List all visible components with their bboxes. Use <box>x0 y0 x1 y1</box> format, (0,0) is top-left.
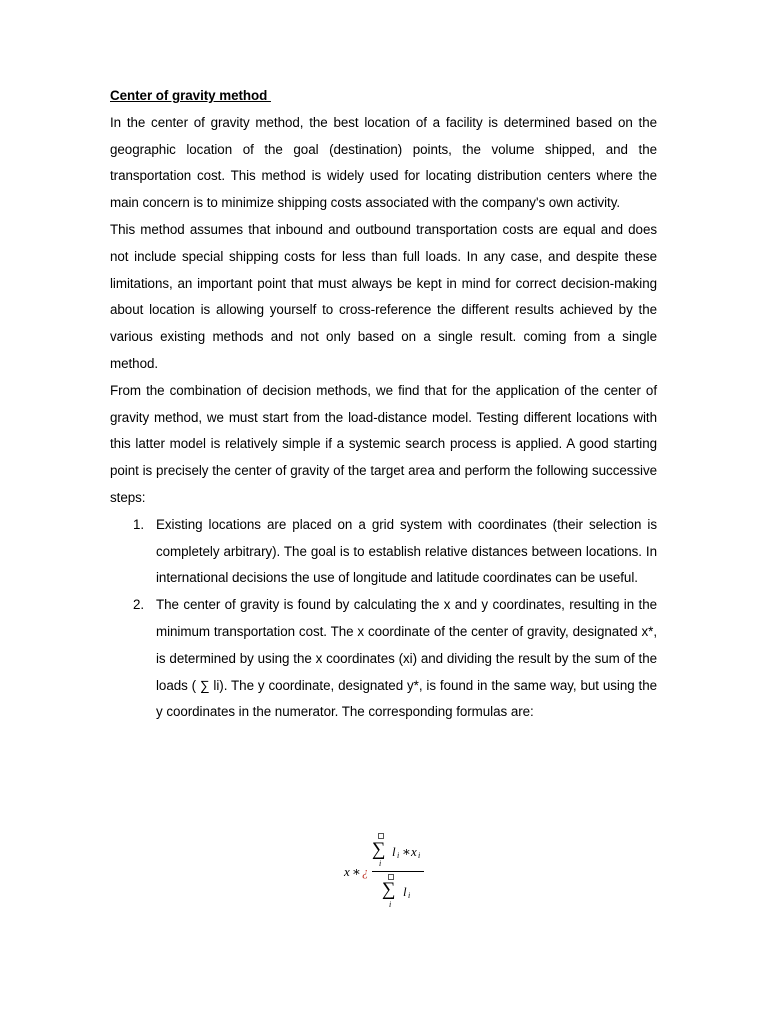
formula-lhs-star: ∗ <box>352 864 361 879</box>
numerator-sum-index: i <box>379 859 382 868</box>
numerator-x-subscript: i <box>418 851 421 860</box>
center-of-gravity-formula <box>342 830 432 912</box>
numerator-times: ∗ <box>402 844 411 859</box>
denominator-sum-index: i <box>389 900 392 909</box>
denominator-load-subscript: i <box>408 891 411 900</box>
paragraph-assumptions: This method assumes that inbound and outbound transportation costs are equal and does not include special shipping costs for less than full loads. In any case, and despite these limitations, an important point that must always be kept in mind for correct decision-making about location is allowing yourself to cross-reference the different results achieved by the various existing methods and not only based on a single result. coming from a single method. <box>110 221 657 371</box>
numerator-sigma: ∑ <box>372 839 386 860</box>
list-item-text: The center of gravity is found by calculating the x and y coordinates, resulting in the minimum transportation cost. The x coordinate of the center of gravity, designated x*, is determined by using the x coordinates (xi) and dividing the result by the sum of the loads ( ∑ li). The y coordinate, designated y*, is found in the same way, but using the y coordinates in the numerator. The corresponding formulas are: <box>156 597 657 720</box>
list-item <box>110 592 657 726</box>
numerator-load: l <box>392 844 396 859</box>
section-heading: Center of gravity method <box>110 88 271 103</box>
numerator-load-subscript: i <box>397 851 400 860</box>
numerator-x: x <box>411 844 417 859</box>
list-item <box>110 512 657 592</box>
formula-lhs-mark: ¿ <box>362 864 369 879</box>
list-item-number: 2. <box>133 597 145 613</box>
denominator-sigma: ∑ <box>382 879 396 900</box>
list-item-number: 1. <box>133 516 145 532</box>
denominator-load: l <box>403 884 407 899</box>
paragraph-intro: In the center of gravity method, the best location of a facility is determined based on the geographic location of the goal (destination) points, the volume shipped, and the transportation cost. This method is widely used for locating distribution centers where the main concern is to minimize shipping costs associated with the company's own activity. <box>110 114 657 211</box>
document-body <box>110 83 657 726</box>
list-item-text: Existing locations are placed on a grid system with coordinates (their selection is completely arbitrary). The goal is to establish relative distances between locations. In international decisions the use of longitude and latitude coordinates can be useful. <box>156 516 657 586</box>
formula-lhs-variable: x <box>344 864 350 879</box>
paragraph-combination: From the combination of decision methods, we find that for the application of the center of gravity method, we must start from the load-distance model. Testing different locations with this latter model is relatively simple if a systemic search process is applied. A good starting point is precisely the center of gravity of the target area and perform the following successive steps: <box>110 382 657 505</box>
fraction-line <box>372 871 424 872</box>
steps-list <box>110 512 657 726</box>
